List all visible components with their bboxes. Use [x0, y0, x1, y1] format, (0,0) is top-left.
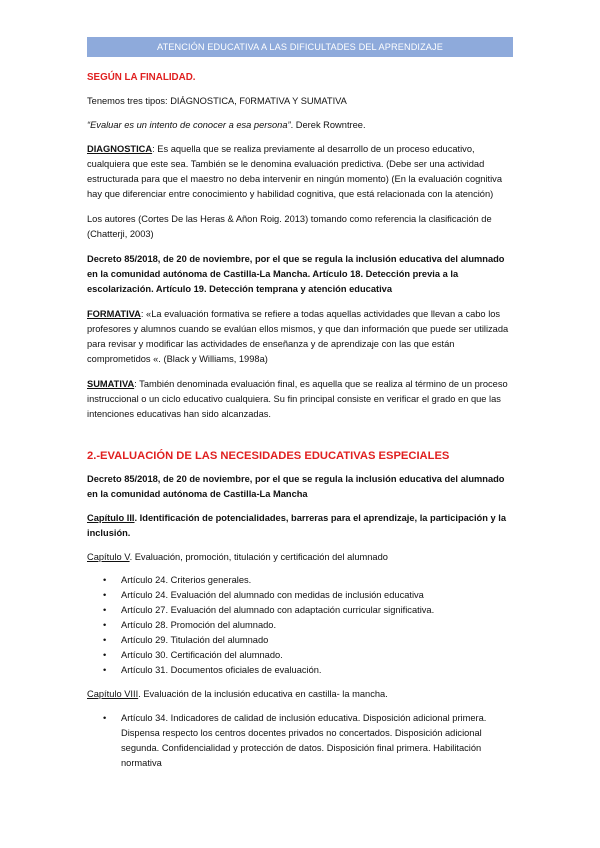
capitulo-3-paragraph [87, 511, 515, 541]
sumativa-text: : También denominada evaluación final, es aquella que se realiza al término de un proceso instruccional o un ciclo educativo cualquiera. Su fin principal consiste en verificar el grado en que las intenciones educativas han sido alcanzadas. [87, 379, 508, 419]
list-item-text: Artículo 24. Criterios generales. [121, 575, 252, 585]
capitulo-8-paragraph [87, 687, 515, 702]
capitulo-5-paragraph [87, 550, 515, 565]
bullet-icon: • [103, 713, 107, 723]
types-paragraph: Tenemos tres tipos: DIÁGNOSTICA, F0RMATIVA Y SUMATIVA [87, 96, 347, 106]
list-item-text: Artículo 29. Titulación del alumnado [121, 635, 269, 645]
diagnostica-text: : Es aquella que se realiza previamente al desarrollo de un proceso educativo, cualquiera que este sea. También se le denomina evaluación predictiva. (Debe ser una actividad estructurada para que el maestro no deba intervenir en ningún momento) (En la evaluación cognitiva hay que diferenciar entre conocimiento y habilidad cognitiva, que está relacionada con la atención) [87, 144, 502, 199]
quote-paragraph [87, 118, 515, 133]
capitulo-3-text: . Identificación de potencialidades, barreras para el aprendizaje, la participación y la inclusión. [87, 513, 507, 538]
list-item [87, 648, 515, 663]
capitulo-8-label: Capítulo VIII [87, 689, 139, 699]
heading-finalidad: SEGÚN LA FINALIDAD. [87, 72, 196, 83]
section-title-nee: 2.-EVALUACIÓN DE LAS NECESIDADES EDUCATIVAS ESPECIALES [87, 450, 450, 462]
list-item-text: Artículo 34. Indicadores de calidad de inclusión educativa. Disposición adicional primera. Dispensa respecto los centros docentes privados no concertados. Disposición adicional segunda. Confidencialidad y protección de datos. Disposición final primera. Habilitación normativa [121, 713, 487, 768]
capitulo-5-label: Capítulo V [87, 552, 130, 562]
list-item [87, 711, 515, 771]
formativa-text: : «La evaluación formativa se refiere a todas aquellas actividades que llevan a cabo los profesores y alumnos cuando se evalúan ellos mismos, y que dan información que puede ser utilizada para revisar y modificar las actividades de enseñanza y de aprendizaje con las que están comprometidos «. (Black y Williams, 1998a) [87, 309, 509, 364]
capitulo-5-list [87, 573, 515, 678]
diagnostica-paragraph [87, 142, 515, 202]
document-body [87, 70, 515, 771]
capitulo-8-text: . Evaluación de la inclusión educativa en castilla- la mancha. [138, 689, 388, 699]
formativa-paragraph [87, 307, 515, 367]
list-item-text: Artículo 30. Certificación del alumnado. [121, 650, 283, 660]
formativa-term: FORMATIVA [87, 309, 141, 319]
list-item [87, 603, 515, 618]
bullet-icon: • [103, 650, 107, 660]
page-header: ATENCIÓN EDUCATIVA A LAS DIFICULTADES DEL APRENDIZAJE [87, 37, 513, 57]
list-item-text: Artículo 24. Evaluación del alumnado con medidas de inclusión educativa [121, 590, 424, 600]
diagnostica-term: DIAGNOSTICA [87, 144, 153, 154]
list-item-text: Artículo 28. Promoción del alumnado. [121, 620, 277, 630]
sumativa-paragraph [87, 377, 515, 422]
list-item [87, 618, 515, 633]
decreto-paragraph: Decreto 85/2018, de 20 de noviembre, por el que se regula la inclusión educativa del alumnado en la comunidad autónoma de Castilla-La Mancha. Artículo 18. Detección previa a la escolarización. Artículo 19. Detección temprana y atención educativa [87, 254, 505, 294]
list-item-text: Artículo 31. Documentos oficiales de evaluación. [121, 665, 322, 675]
list-item [87, 573, 515, 588]
sumativa-term: SUMATIVA [87, 379, 135, 389]
quote-text: “Evaluar es un intento de conocer a esa persona” [87, 120, 291, 130]
bullet-icon: • [103, 575, 107, 585]
capitulo-5-text: . Evaluación, promoción, titulación y certificación del alumnado [129, 552, 388, 562]
capitulo-3-label: Capítulo III [87, 513, 135, 523]
list-item-text: Artículo 27. Evaluación del alumnado con adaptación curricular significativa. [121, 605, 435, 615]
bullet-icon: • [103, 635, 107, 645]
bullet-icon: • [103, 590, 107, 600]
bullet-icon: • [103, 620, 107, 630]
capitulo-8-list [87, 711, 515, 771]
list-item [87, 588, 515, 603]
list-item [87, 633, 515, 648]
bullet-icon: • [103, 665, 107, 675]
decreto-nee-paragraph: Decreto 85/2018, de 20 de noviembre, por el que se regula la inclusión educativa del alumnado en la comunidad autónoma de Castilla-La Mancha [87, 474, 505, 499]
list-item [87, 663, 515, 678]
autores-paragraph: Los autores (Cortes De las Heras & Añon Roig. 2013) tomando como referencia la clasificación de (Chatterji, 2003) [87, 214, 492, 239]
quote-author: . Derek Rowntree. [290, 120, 366, 130]
bullet-icon: • [103, 605, 107, 615]
